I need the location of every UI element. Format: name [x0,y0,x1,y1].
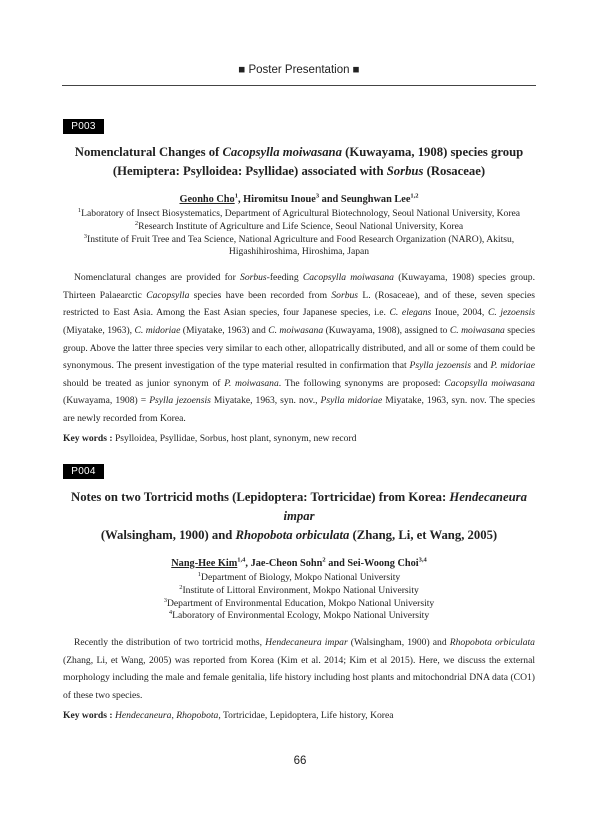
author: Seunghwan Lee [340,194,411,205]
poster-badge: P004 [63,464,104,479]
abstract-title: Nomenclatural Changes of Cacopsylla moiwasana (Kuwayama, 1908) species group (Hemiptera: Psylloidea: Psyllidae) associated with Sorbus (Rosaceae) [74,145,524,178]
abstract-p003 [63,116,535,444]
affiliation: $^2$Institute of Littoral Environment, Mokpo National University [179,583,419,596]
poster-badge: P003 [63,119,104,134]
presenting-author: Geonho Cho [179,194,235,205]
affiliation: $^1$Department of Biology, Mokpo National University [197,570,401,583]
affiliation: $^4$Laboratory of Environmental Ecology, Mokpo National University [168,609,430,622]
affiliation: $^1$Laboratory of Insect Biosystematics, Department of Agricultural Biotechnology, Seoul National University, Korea [77,206,521,219]
affiliation: $^3$Institute of Fruit Tree and Tea Science, National Agriculture and Food Research Organization (NARO), Akitsu, [83,232,515,245]
affiliation: Higashihiroshima, Hiroshima, Japan [228,246,370,258]
header-divider [62,85,536,86]
abstract-p004 [63,461,535,721]
presenting-author: Nang-Hee Kim [171,558,238,569]
author-list: Nang-Hee Kim$^{1,4}$, Jae-Cheon Sohn$^2$ and Sei-Woong Choi$^{3,4}$ [171,556,427,569]
affiliation: $^3$Department of Environmental Education, Mokpo National University [163,596,435,609]
abstract-body: Recently the distribution of two tortricid moths, Hendecaneura impar (Walsingham, 1900) and Rhopobota orbiculata (Zhang, Li, et Wang, 2005) was reported from Korea (Kim et al. 2014; Kim et al 2015). Here, we discuss the external morphology including the male and female genitalia, life history including host plants and mitochondrial DNA data (CO1) of these two species. [63,637,535,701]
author-list: Geonho Cho$^1$, Hiromitsu Inoue$^3$ and Seunghwan Lee$^{1,2}$ [179,192,419,205]
keywords: Key words : Hendecaneura, Rhopobota, Tortricidae, Lepidoptera, Life history, Korea [63,709,394,721]
affiliation-list [63,208,535,259]
author: Jae-Cheon Sohn [250,558,323,569]
affiliation: $^2$Research Institute of Agriculture and Life Science, Seoul National University, Korea [134,219,464,232]
page-number: 66 [293,755,307,767]
abstract-body: Nomenclatural changes are provided for Sorbus-feeding Cacopsylla moiwasana (Kuwayama, 1908) species group. Thirteen Palaearctic Cacopsylla species have been recorded from Sorbus L. (Rosaceae), and of these, seven species restricted to East Asia. Among the East Asian species, four Japanese species, i.e. C. elegans Inoue, 2004, C. jezoensis (Miyatake, 1963), C. midoriae (Miyatake, 1963) and C. moiwasana (Kuwayama, 1908), assigned to C. moiwasana species group. Above the latter three species very similar to each other, allopatrically distributed, and all or some of them could be synonymous. The present investigation of the type material resulted in confirmation that Psylla jezoensis and P. midoriae should be treated as junior synonym of P. moiwasana. The following synonyms are proposed: Cacopsylla moiwasana (Kuwayama, 1908) = Psylla jezoensis Miyatake, 1963, syn. nov., Psylla midoriae Miyatake, 1963, syn. nov. The species are newly recorded from Korea. [63,272,535,424]
keywords: Key words : Psylloidea, Psyllidae, Sorbus, host plant, synonym, new record [63,432,357,444]
running-header: ■ Poster Presentation ■ [238,64,360,76]
author: Hiromitsu Inoue [243,194,316,205]
affiliation-list [63,572,535,623]
author: Sei-Woong Choi [347,558,419,569]
abstract-title: Notes on two Tortricid moths (Lepidoptera: Tortricidae) from Korea: Hendecaneura impar (Walsingham, 1900) and Rhopobota orbiculata (Zhang, Li, et Wang, 2005) [71,490,527,542]
